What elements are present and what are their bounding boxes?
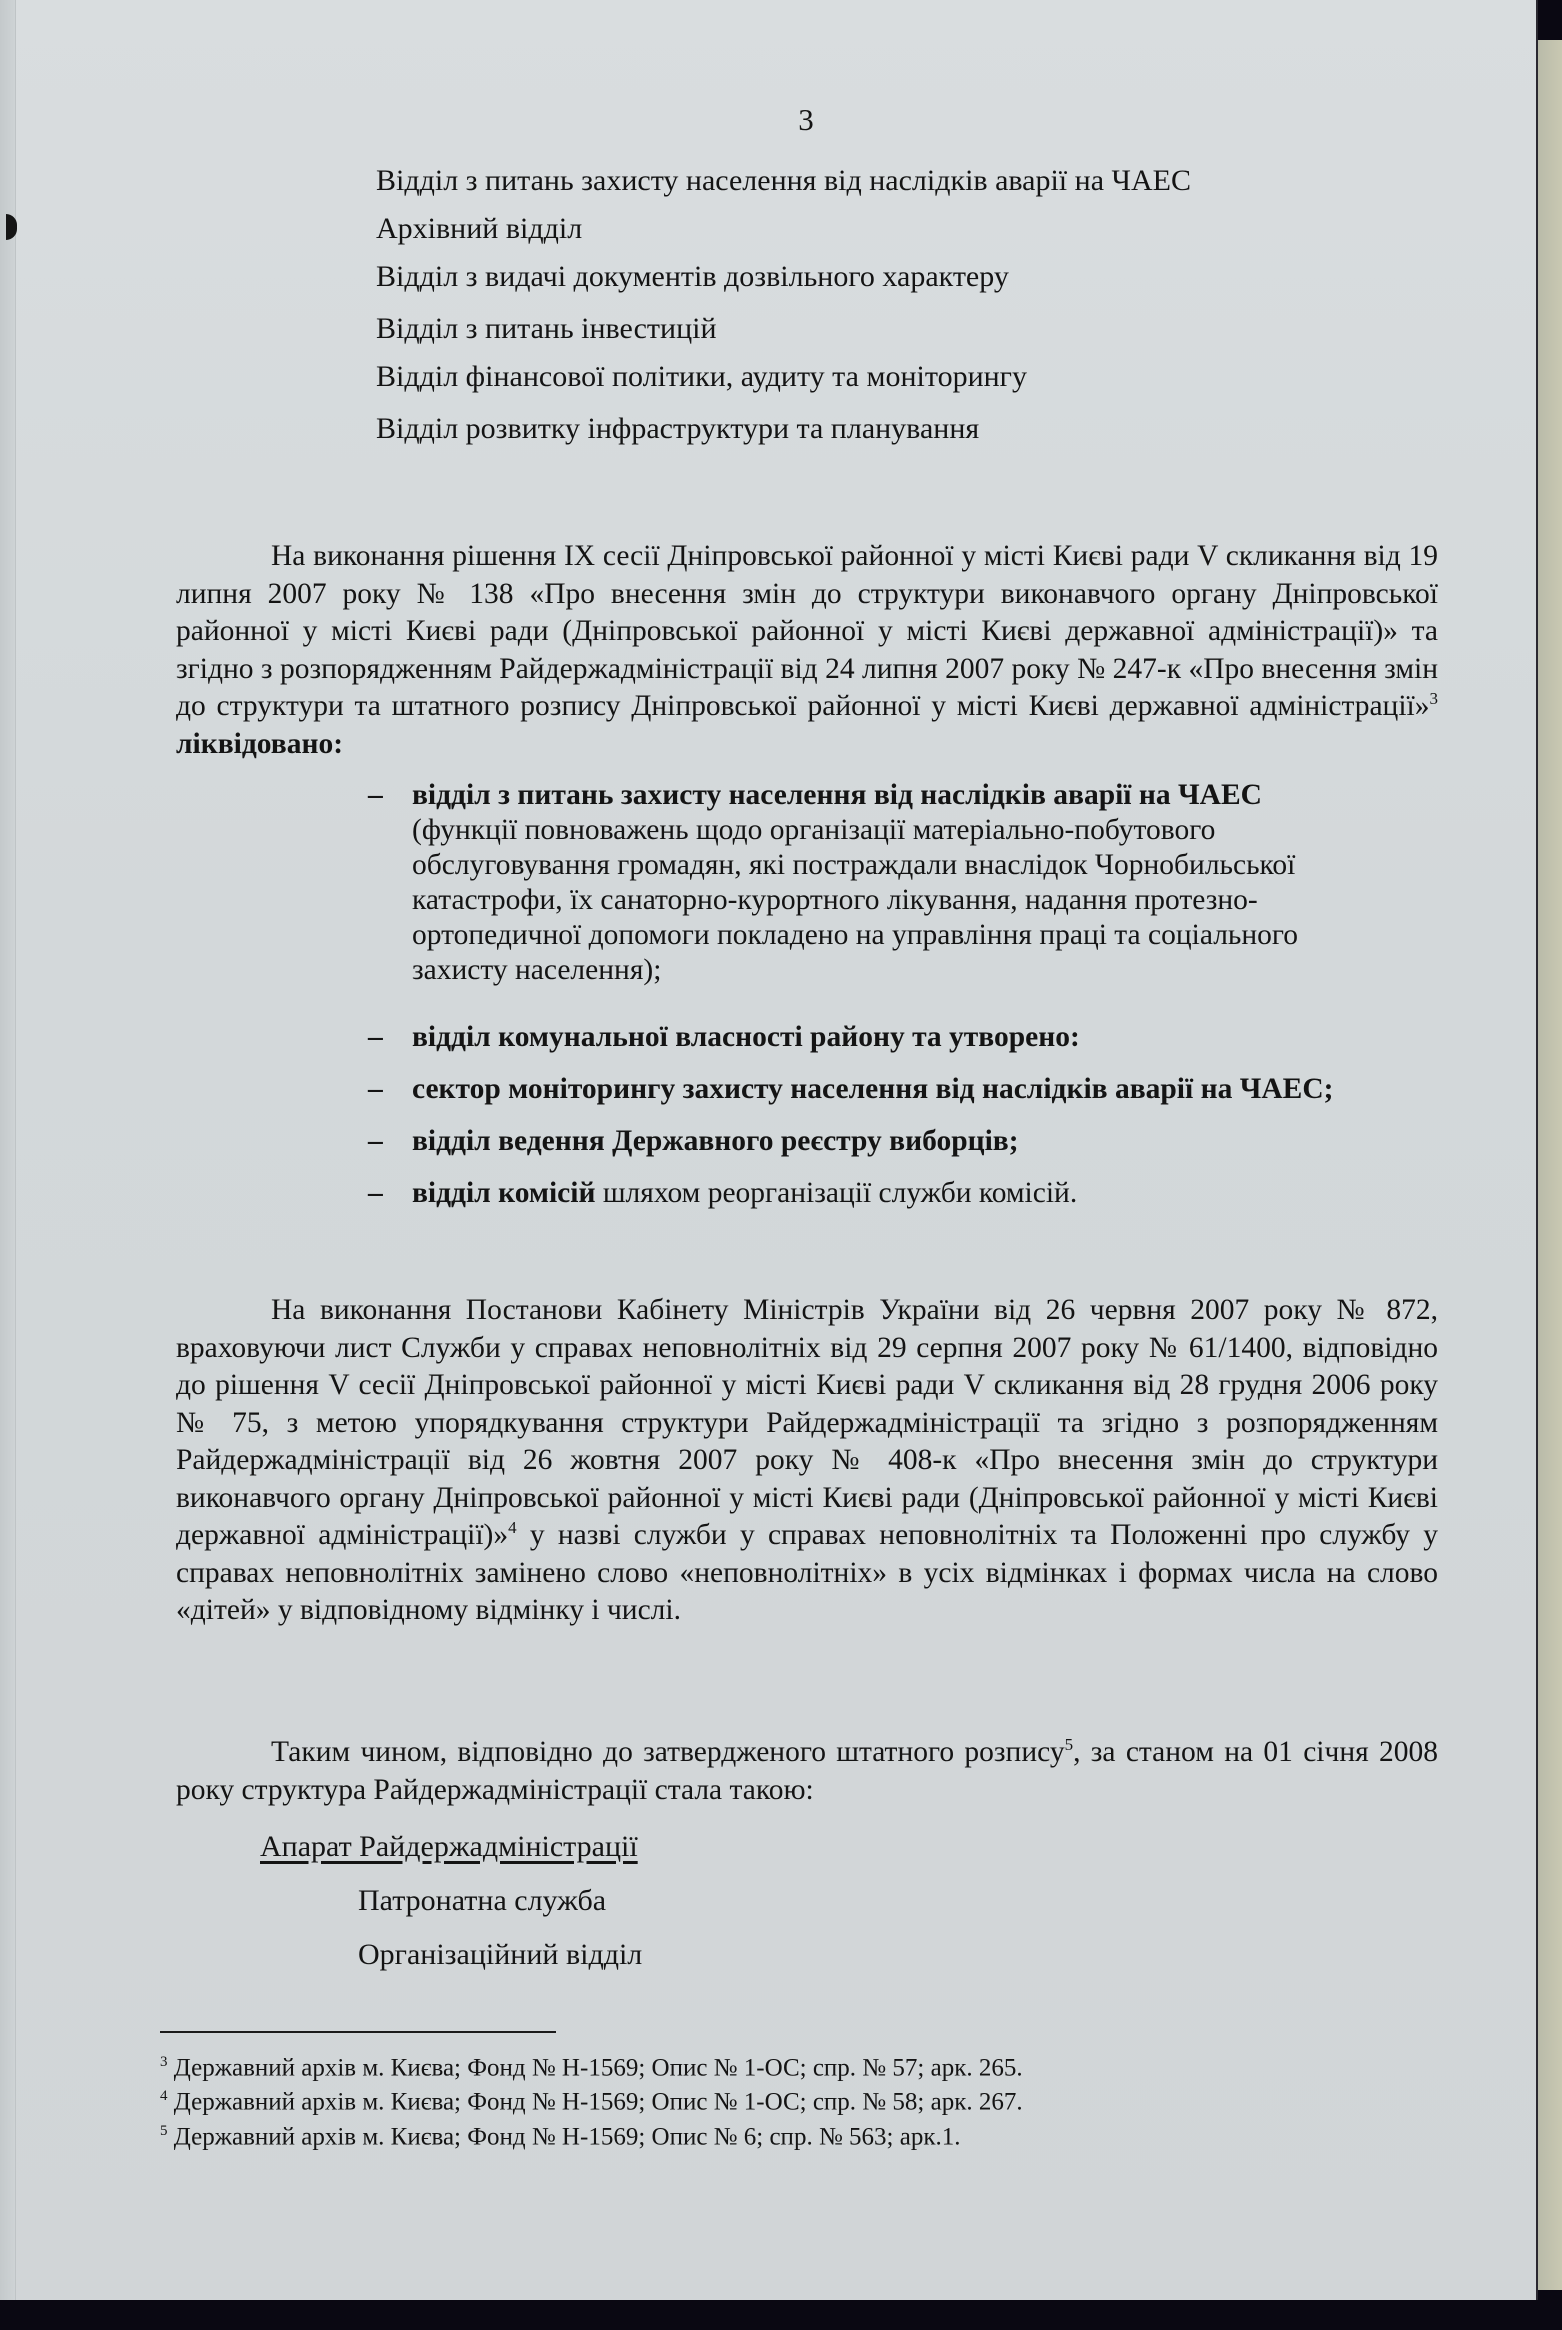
paragraph-1-bold-tail: ліквідовано:	[176, 727, 344, 760]
paragraph-2-text-cont: у назві служби у справах неповнолітніх та Положенні про службу у справах неповнолітніх замінено слово «неповнолітніх» в усіх відмінках і формах числа на слово «дітей» у відповідному відмінку і числі.	[176, 1519, 1438, 1626]
footnotes	[160, 2048, 1023, 2151]
item-bold: відділ комісій	[412, 1177, 596, 1209]
paragraph-3	[176, 1734, 1438, 1809]
item-normal: шляхом реорганізації служби комісій.	[595, 1177, 1078, 1209]
footnote-number: 5	[160, 2122, 168, 2139]
paragraph-1	[176, 538, 1438, 763]
footnote	[160, 2117, 1023, 2151]
dash-marker: –	[368, 1073, 383, 1105]
liquidated-item	[368, 1072, 1333, 1107]
footnote-ref: 4	[508, 1518, 517, 1538]
liquidated-item	[368, 1020, 1080, 1055]
paragraph-2	[176, 1292, 1438, 1630]
item-normal: (функції повноважень щодо організації матеріально-побутового обслуговування громадян, які постраждали внаслідок Чорнобильської катастрофи, їх санаторно-курортного лікування, надання протезно-ортопедичної допомоги покладено на управління праці та соціального захисту населення);	[412, 814, 1299, 986]
structure-heading: Апарат Райдержадміністрації	[260, 1830, 638, 1863]
dash-marker: –	[368, 779, 383, 811]
footnote-text: Державний архів м. Києва; Фонд № Н-1569; Опис № 1-ОС; спр. № 58; арк. 267.	[173, 2088, 1023, 2116]
paragraph-3-text: Таким чином, відповідно до затвердженого штатного розпису	[271, 1736, 1065, 1768]
dash-marker: –	[368, 1177, 383, 1209]
structure-item: Патронатна служба	[358, 1884, 607, 1917]
department-item: Відділ з видачі документів дозвільного характеру	[376, 260, 1009, 293]
department-item: Архівний відділ	[376, 212, 583, 245]
liquidated-item	[368, 1124, 1019, 1159]
footnote-text: Державний архів м. Києва; Фонд № Н-1569; Опис № 1-ОС; спр. № 57; арк. 265.	[173, 2054, 1023, 2082]
footnote-ref: 3	[1429, 689, 1438, 709]
departments-list	[376, 157, 1191, 453]
liquidated-item	[368, 1176, 1077, 1211]
dash-marker: –	[368, 1021, 383, 1053]
footnote-separator	[160, 2031, 556, 2033]
footnote-text: Державний архів м. Києва; Фонд № Н-1569; Опис № 6; спр. № 563; арк.1.	[173, 2122, 961, 2150]
footnote-number: 4	[160, 2088, 168, 2105]
footnote	[160, 2082, 1023, 2116]
department-item: Відділ з питань захисту населення від наслідків аварії на ЧАЕС	[376, 164, 1192, 197]
item-bold: відділ з питань захисту населення від наслідків аварії на ЧАЕС	[412, 779, 1262, 811]
item-bold: сектор моніторингу захисту населення від наслідків аварії на ЧАЕС;	[412, 1073, 1334, 1105]
footnote-number: 3	[160, 2054, 168, 2070]
paragraph-3-text-cont: , за станом на 01 січня 2008 року структура Райдержадміністрації стала такою:	[176, 1736, 1438, 1806]
binder-edge	[0, 0, 16, 2300]
paragraph-1-text: На виконання рішення IX сесії Дніпровської районної у місті Києві ради V скликання від 19 липня 2007 року № 138 «Про внесення змін до структури виконавчого органу Дніпровської районної у місті Києві ради (Дніпровської районної у місті Києві державної адміністрації)» та згідно з розпорядженням Райдержадміністрації від 24 липня 2007 року № 247-к «Про внесення змін до структури та штатного розпису Дніпровської районної у місті Києві державної адміністрації»	[176, 540, 1438, 722]
dash-marker: –	[368, 1125, 383, 1157]
item-bold: відділ ведення Державного реєстру виборців;	[412, 1125, 1019, 1157]
paragraph-2-text: На виконання Постанови Кабінету Міністрів України від 26 червня 2007 року № 872, враховуючи лист Служби у справах неповнолітніх від 29 серпня 2007 року № 61/1400, відповідно до рішення V сесії Дніпровської районної у місті Києві ради V скликання від 28 грудня 2006 року № 75, з метою упорядкування структури Райдержадміністрації та згідно з розпорядженням Райдержадміністрації від 26 жовтня 2007 року № 408-к «Про внесення змін до структури виконавчого органу Дніпровської районної у місті Києві ради (Дніпровської районної у місті Києві державної адміністрації)»	[176, 1294, 1438, 1551]
department-item: Відділ з питань інвестицій	[376, 312, 717, 345]
liquidated-item	[368, 778, 1392, 988]
backdrop-strip	[1535, 40, 1562, 2290]
footnote	[160, 2048, 1023, 2082]
department-item: Відділ фінансової політики, аудиту та моніторингу	[376, 360, 1027, 393]
department-item: Відділ розвитку інфраструктури та планування	[376, 412, 980, 445]
structure-item: Організаційний відділ	[358, 1938, 643, 1971]
page-number: 3	[798, 102, 814, 137]
footnote-ref: 5	[1064, 1735, 1074, 1755]
item-bold: відділ комунальної власності району та утворено:	[412, 1021, 1080, 1053]
